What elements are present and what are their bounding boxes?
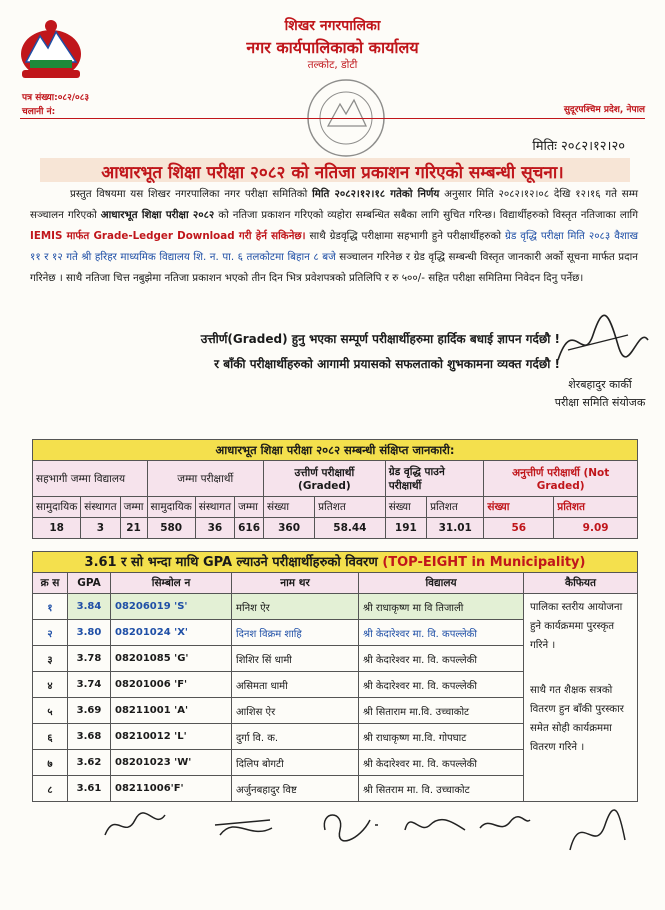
notice-title: आधारभूत शिक्षा परीक्षा २०८२ को नतिजा प्रकाशन गरिएको सम्बन्धी सूचना। (101, 163, 564, 183)
remark-1: पालिका स्तरीय आयोजना हुने कार्यक्रममा पुरस्कृत गरिने । (530, 602, 623, 651)
notice-date: मितिः २०८२।१२।२० (532, 139, 625, 154)
row-gpa: 3.74 (68, 672, 111, 698)
col-name: नाम थर (232, 573, 359, 594)
row-name: शिशिर सिं धामी (232, 646, 359, 672)
signer-name: शेरबहादुर कार्की (568, 378, 632, 391)
row-gpa: 3.62 (68, 750, 111, 776)
col-gpa: GPA (68, 573, 111, 594)
row-gpa: 3.80 (68, 620, 111, 646)
summary-value: 360 (264, 518, 315, 539)
notice-body: प्रस्तुत विषयमा यस शिखर नगरपालिका नगर परीक्षा समितिको मिति २०८२।१२।१८ गतेको निर्णय अनुसार मिति २०८२।१२।०८ देखि १२।१६ गते सम्म सञ्चालन गरिएको आधारभूत शिक्षा परीक्षा २०८२ को नतिजा प्रकाशन गरिएको व्यहोरा सम्बन्धित सबैका लागि सुचित गरिन्छ। विद्यार्थीहरुको विस्तृत नतिजाका लागि IEMIS मार्फत Grade-Ledger Download गरी हेर्न सकिनेछ। साथै ग्रेडवृद्धि परीक्षामा सहभागी हुने परीक्षार्थीहरुको ग्रेड वृद्धि परीक्षा मिति २०८३ वैशाख ११ र १२ गते श्री हरिहर माध्यमिक विद्यालय शि. न. पा. ६ तलकोटमा बिहान ८ बजे सञ्चालन गरिनेछ र ग्रेड वृद्धि सम्बन्धी विस्तृत जानकारी अर्को सूचना मार्फत प्रदान गरिनेछ । साथै नतिजा चित्त नबुझेमा नतिजा प्रकाशन भएको तीन दिन भित्र प्रवेशपत्रको प्रतिलिपि र रु ५००/- सहित परीक्षा समितिमा निवेदन दिनु पर्नेछ। (30, 188, 639, 284)
row-gpa: 3.68 (68, 724, 111, 750)
sub-header: सामुदायिक (33, 497, 81, 518)
summary-value: 18 (33, 518, 81, 539)
letter-number: पत्र संख्या:०८२/०८३ (22, 93, 90, 103)
sub-header: प्रतिशत (315, 497, 386, 518)
sub-header: जम्मा (120, 497, 147, 518)
row-school: श्री सितराम मा. वि. उच्चाकोट (359, 776, 524, 802)
row-symbol: 08201006 'F' (111, 672, 232, 698)
remark-2: साथै गत शैक्षक सत्रको वितरण हुन बाँकी पुरस्कार समेत सोही कार्यक्रममा वितरण गरिने । (530, 685, 624, 753)
sub-header: संस्थागत (195, 497, 234, 518)
summary-value: 36 (195, 518, 234, 539)
row-name: असिमता धामी (232, 672, 359, 698)
row-sn: ४ (33, 672, 68, 698)
signature-icon (400, 800, 470, 850)
header-divider (20, 118, 645, 119)
row-symbol: 08201085 'G' (111, 646, 232, 672)
col-symbol: सिम्बोल न (111, 573, 232, 594)
row-school: श्री सिताराम मा.वि. उच्चाकोट (359, 698, 524, 724)
signature-icon (315, 800, 385, 850)
row-symbol: 08201024 'X' (111, 620, 232, 646)
top-list-title: 3.61 र सो भन्दा माथि GPA ल्याउने परीक्षार्थीहरुको विवरण (TOP-EIGHT in Municipality) (32, 551, 638, 573)
row-school: श्री केदारेश्वर मा. वि. कपल्लेकी (359, 750, 524, 776)
signer-title: परीक्षा समिति संयोजक (554, 396, 646, 409)
sub-header: संख्या (264, 497, 315, 518)
wishes-line: र बाँकी परीक्षार्थीहरुको आगामी प्रयासको सफलताको शुभकामना व्यक्त गर्दछौ ! (214, 357, 560, 371)
row-sn: ३ (33, 646, 68, 672)
sub-header: संख्या (484, 497, 554, 518)
row-gpa: 3.78 (68, 646, 111, 672)
row-school: श्री केदारेश्वर मा. वि. कपल्लेकी (359, 620, 524, 646)
summary-title: आधारभूत शिक्षा परीक्षा २०८२ सम्बन्धी संक्षिप्त जानकारी: (33, 440, 638, 461)
top-eight-table (32, 572, 638, 802)
row-symbol: 08211001 'A' (111, 698, 232, 724)
office-location: तल्कोट, डोटी (307, 59, 358, 71)
row-sn: ७ (33, 750, 68, 776)
dispatch-number: चलानी नं: (22, 107, 56, 117)
summary-value: 9.09 (554, 518, 638, 539)
summary-table (32, 439, 638, 539)
header-notgraded: अनुत्तीर्ण परीक्षार्थी (Not Graded) (484, 461, 638, 497)
remarks-cell (524, 594, 638, 802)
row-sn: ६ (33, 724, 68, 750)
row-school: श्री केदारेश्वर मा. वि. कपल्लेकी (359, 646, 524, 672)
summary-value: 616 (235, 518, 264, 539)
row-gpa: 3.69 (68, 698, 111, 724)
summary-value: 3 (81, 518, 120, 539)
signature-icon (100, 800, 170, 850)
header-students: जम्मा परीक्षार्थी (147, 461, 264, 497)
row-name: आशिस ऐर (232, 698, 359, 724)
sub-header: प्रतिशत (554, 497, 638, 518)
header-graded: उत्तीर्ण परीक्षार्थी (Graded) (264, 461, 386, 497)
row-school: श्री राधाकृष्ण मा वि तिजाली (359, 594, 524, 620)
row-school: श्री केदारेश्वर मा. वि. कपल्लेकी (359, 672, 524, 698)
row-sn: १ (33, 594, 68, 620)
row-symbol: 08201023 'W' (111, 750, 232, 776)
sub-header: सामुदायिक (147, 497, 195, 518)
sub-header: संख्या (385, 497, 426, 518)
sub-header: जम्मा (235, 497, 264, 518)
row-name: दिलिप बोगटी (232, 750, 359, 776)
summary-value: 191 (385, 518, 426, 539)
row-symbol: 08211006'F' (111, 776, 232, 802)
province-label: सुदूरपश्चिम प्रदेश, नेपाल (563, 105, 645, 115)
header-schools: सहभागी जम्मा विद्यालय (33, 461, 148, 497)
col-school: विद्यालय (359, 573, 524, 594)
row-symbol: 08210012 'L' (111, 724, 232, 750)
row-name: अर्जुनबहादुर विष्ट (232, 776, 359, 802)
signature-icon (560, 805, 630, 865)
summary-value: 580 (147, 518, 195, 539)
summary-value: 58.44 (315, 518, 386, 539)
row-gpa: 3.61 (68, 776, 111, 802)
col-sn: क्र स (33, 573, 68, 594)
sub-header: प्रतिशत (427, 497, 484, 518)
municipality-name: शिखर नगरपालिका (284, 18, 381, 34)
row-symbol: 08206019 'S' (111, 594, 232, 620)
row-sn: ५ (33, 698, 68, 724)
office-name: नगर कार्यपालिकाको कार्यालय (246, 38, 419, 57)
row-name: दुर्गा वि. क. (232, 724, 359, 750)
summary-value: 31.01 (427, 518, 484, 539)
row-sn: २ (33, 620, 68, 646)
sub-header: संस्थागत (81, 497, 120, 518)
col-remarks: कैफियत (524, 573, 638, 594)
row-name: दिनश विक्रम शाहि (232, 620, 359, 646)
row-name: मनिश ऐर (232, 594, 359, 620)
row-sn: ८ (33, 776, 68, 802)
congratulation-line: उत्तीर्ण(Graded) हुनु भएका सम्पूर्ण परीक्षार्थीहरुमा हार्दिक बधाई ज्ञापन गर्दछौ ! (200, 332, 560, 346)
table-row (33, 594, 638, 620)
signature-icon (548, 305, 658, 375)
row-school: श्री राधाकृष्ण मा.वि. गोपघाट (359, 724, 524, 750)
summary-value: 56 (484, 518, 554, 539)
summary-value: 21 (120, 518, 147, 539)
signature-icon (210, 800, 280, 850)
header-gradeup: ग्रेड वृद्धि पाउने परीक्षार्थी (385, 461, 484, 497)
signature-icon (475, 800, 535, 850)
row-gpa: 3.84 (68, 594, 111, 620)
